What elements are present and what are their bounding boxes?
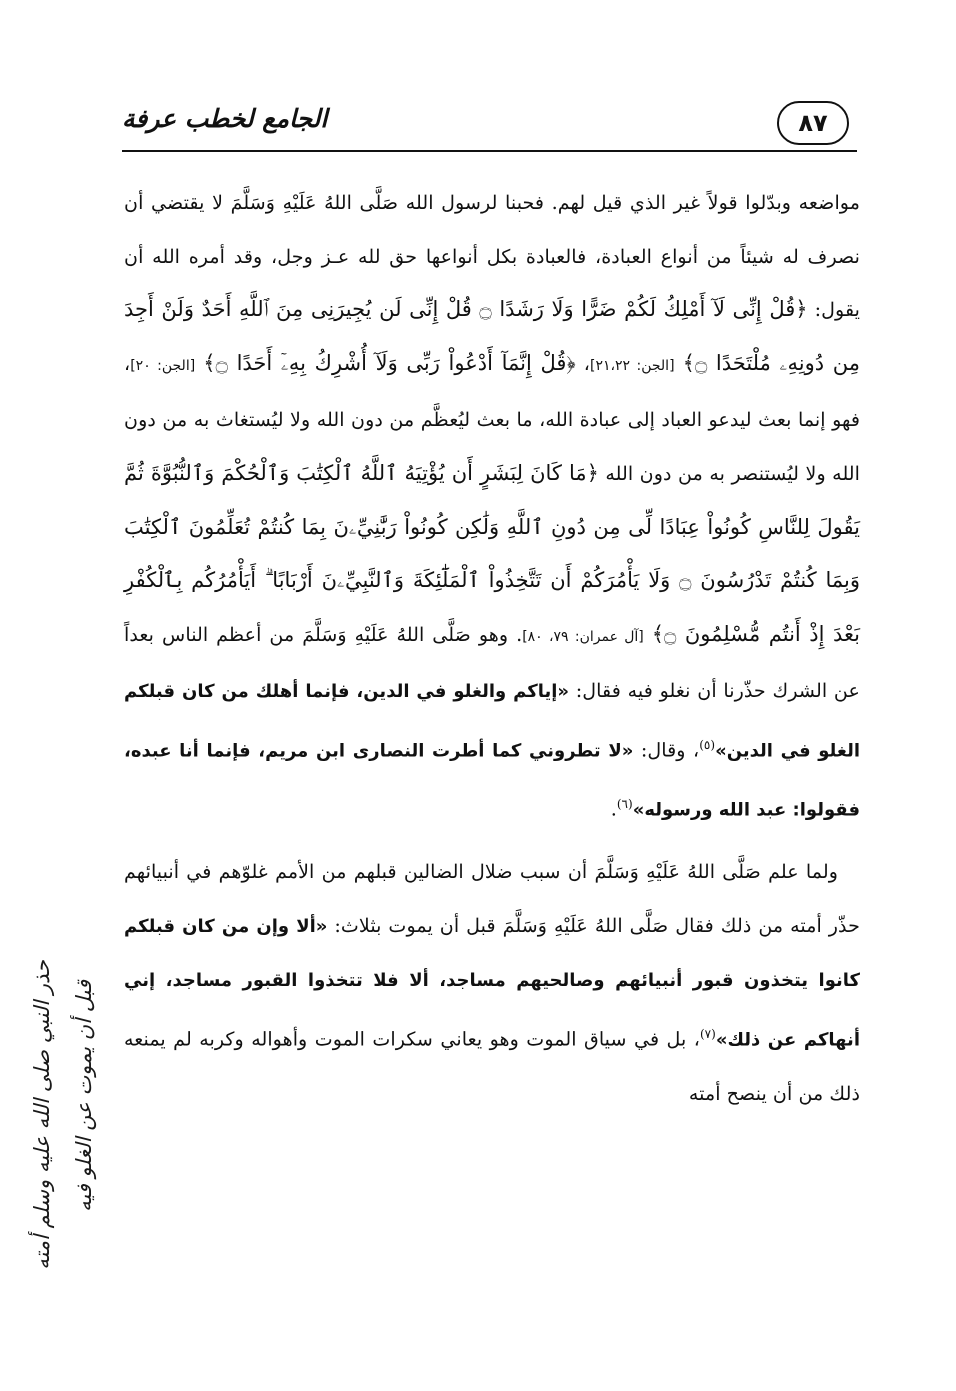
margin-note-line-1: حذر النبي صلى الله عليه وسلم أمته [30,960,54,1270]
paragraph-5 [124,845,860,1120]
p1-line-2: يقتضي أن نصرف له شيئاً من أنواع العبادة، فالعبادة بكل أنواعها حق لله عـز [124,191,861,268]
footnote-ref-6: (٦) [616,796,633,811]
margin-note-line-2: قبل أن يموت عن الغلو فيه [72,980,96,1212]
page-number-badge: ٨٧ [777,101,849,145]
footnote-ref-5: (٥) [699,737,716,752]
quran-verse-2: ﴿قُلْ إِنَّمَآ أَدْعُواْ رَبِّى وَلَآ أُشْرِكُ بِهِۦٓ أَحَدًا ۝﴾ [203,350,576,375]
paragraph-2-text: ، فهو إنما بعث ليدعو العباد إلى عبادة الله، ما بعث ليُعظَّم من دون الله ولا ليُستغاث به من دون الله ولا ليُستنصر به من دون الله [124,351,860,485]
hadith-2: «لا تطروني كما أطرت النصارى ابن مريم، فإنما أنا عبده، فقولوا: عبد الله ورسوله» [124,740,860,821]
p1-line-3: وجل، وقد أمره الله أن يقول: [124,244,860,322]
book-title: الجامع لخطب عرفة [122,104,328,133]
paragraph-4-text: ، وقال: [640,738,700,762]
paragraph-6-text: ، بل في سياق الموت وهو يعاني سكرات الموت وأهواله وكربه لم يمنعه ذلك من أن ينصح أمته [124,1027,860,1105]
handwritten-margin-note [14,960,118,1330]
quran-reference-2: [الجن: ٢٠] [130,357,196,374]
paragraph-5-text: ولما علم صَلَّى اللهُ عَلَيْهِ وَسَلَّمَ أن سبب ضلال الضالين قبلهم من الأمم غلوّهم في أنبيائهم حذّر أمته من ذلك فقال صَلَّى اللهُ عَلَيْهِ وَسَلَّمَ قبل أن يموت بثلاث: [124,859,860,937]
header-divider [122,150,857,152]
quran-verse-3: ﴿مَا كَانَ لِبَشَرٍ أَن يُؤْتِيَهُ ٱللَّهُ ٱلْكِتَٰبَ وَٱلْحُكْمَ وَٱلنُّبُوَّةَ ثُمَّ يَقُولَ لِلنَّاسِ كُونُواْ عِبَادًا لِّى مِن دُونِ ٱللَّهِ وَلَٰكِن كُونُواْ رَبَّٰنِيِّۦنَ بِمَا كُنتُمْ تُعَلِّمُونَ ٱلْكِتَٰبَ وَبِمَا كُنتُمْ تَدْرُسُونَ ۝ وَلَا يَأْمُرَكُمْ أَن تَتَّخِذُواْ ٱلْمَلَٰٓئِكَةَ وَٱلنَّبِيِّۦنَ أَرْبَابًا ۗ أَيَأْمُرُكُم بِٱلْكُفْرِ بَعْدَ إِذْ أَنتُم مُّسْلِمُونَ ۝﴾ [124,460,861,646]
hadith-1: «إياكم والغلو في الدين، فإنما أهلك من كان قبلكم الغلو في الدين» [124,681,860,762]
paragraph-3-text: . وهو صَلَّى اللهُ عَلَيْهِ وَسَلَّمَ من أعظم الناس بعداً عن الشرك حذّرنا أن نغلو فيه فقال: [124,622,860,703]
page-header [122,98,857,156]
footnote-ref-7: (٧) [699,1026,716,1041]
p1-line-1: مواضعه وبدّلوا قولاً غير الذي قيل لهم. فحبنا لرسول الله صَلَّى اللهُ عَلَيْهِ وَسَلَّمَ لا [212,191,860,214]
hadith-3: «ألا وإن من كان قبلكم كانوا يتخذون قبور أنبيائهم وصالحيهم مساجد، ألا فلا تتخذوا القبور مساجد، إني أنهاكم عن ذلك» [124,915,860,1051]
quran-reference-3: [آل عمران: ٧٩، ٨٠] [522,628,644,645]
quran-verse-1: ﴿قُلْ إِنِّى لَآ أَمْلِكُ لَكُمْ ضَرًّا وَلَا رَشَدًا ۝ قُلْ إِنِّى لَن يُجِيرَنِى مِنَ ٱللَّهِ أَحَدٌ وَلَنْ أَجِدَ مِن دُونِهِۦ مُلْتَحَدًا ۝﴾ [124,297,860,375]
paragraph-1: مواضعه وبدّلوا قولاً غير الذي قيل لهم. فحبنا لرسول الله صَلَّى اللهُ عَلَيْهِ وَسَلَّمَ لا يقتضي أن نصرف له شيئاً من أنواع العبادة، فالعبادة بكل أنواعها حق لله عـز وجل، وقد أمره الله أن يقول: ﴿قُلْ إِنِّى لَآ أَمْلِكُ لَكُمْ ضَرًّا وَلَا رَشَدًا ۝ قُلْ إِنِّى لَن يُجِيرَنِى مِنَ ٱللَّهِ أَحَدٌ وَلَنْ أَجِدَ مِن دُونِهِۦ مُلْتَحَدًا ۝﴾ [الجن: ٢١،٢٢]، ﴿قُلْ إِنَّمَآ أَدْعُواْ رَبِّى وَلَآ أُشْرِكُ بِهِۦٓ أَحَدًا ۝﴾ [الجن: ٢٠]، فهو إنما بعث ليدعو العباد إلى عبادة الله، ما بعث ليُعظَّم من دون الله ولا ليُستغاث به من دون الله ولا ليُستنصر به من دون الله ﴿مَا كَانَ لِبَشَرٍ أَن يُؤْتِيَهُ ٱللَّهُ ٱلْكِتَٰبَ وَٱلْحُكْمَ وَٱلنُّبُوَّةَ ثُمَّ يَقُولَ لِلنَّاسِ كُونُواْ عِبَادًا لِّى مِن دُونِ ٱللَّهِ وَلَٰكِن كُونُواْ رَبَّٰنِيِّۦنَ بِمَا كُنتُمْ تُعَلِّمُونَ ٱلْكِتَٰبَ وَبِمَا كُنتُمْ تَدْرُسُونَ ۝ وَلَا يَأْمُرَكُمْ أَن تَتَّخِذُواْ ٱلْمَلَٰٓئِكَةَ وَٱلنَّبِيِّۦنَ أَرْبَابًا ۗ أَيَأْمُرُكُم بِٱلْكُفْرِ بَعْدَ إِذْ أَنتُم مُّسْلِمُونَ ۝﴾ [آل عمران: ٧٩، ٨٠]. وهو صَلَّى اللهُ عَلَيْهِ وَسَلَّمَ من أعظم الناس بعداً عن الشرك حذّرنا أن نغلو فيه فقال: «إياكم والغلو في الدين، فإنما أهلك من كان قبلكم الغلو في الدين»$^{(٥)}$، وقال: «لا تطروني كما أطرت النصارى ابن مريم، فإنما أنا عبده، فقولوا: عبد الله ورسوله»$^{(٦)}$. [124,191,861,821]
quran-reference-1: [الجن: ٢١،٢٢] [590,357,675,374]
body-text [124,176,860,1120]
